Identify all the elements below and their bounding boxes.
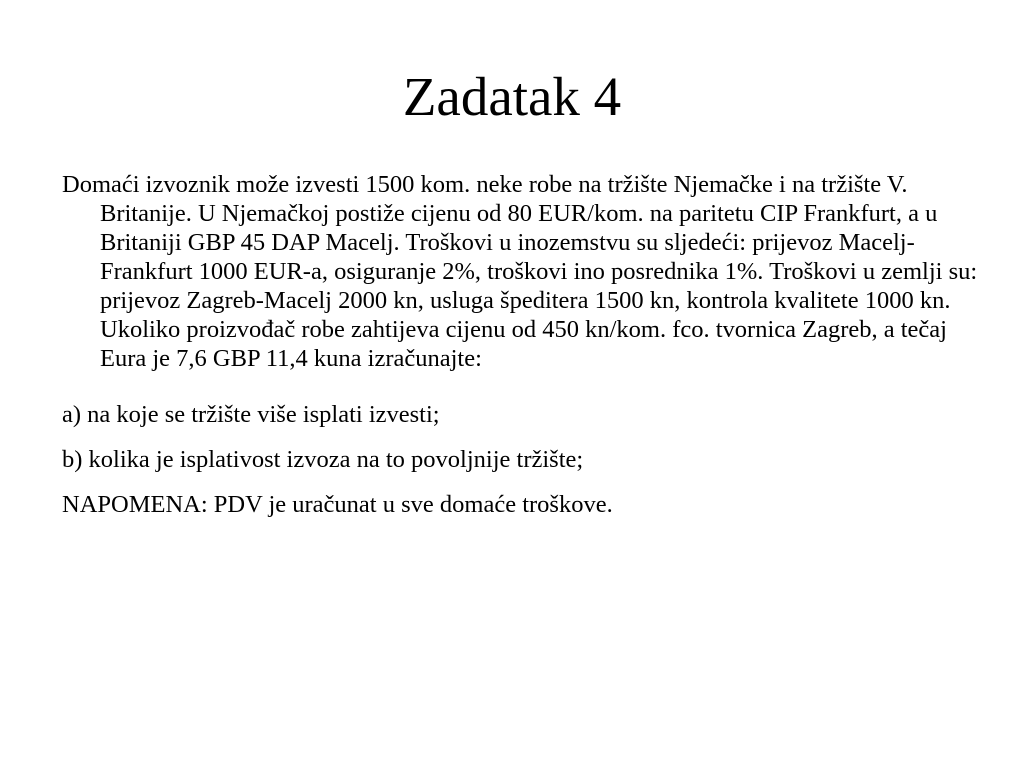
question-b: b) kolika je isplativost izvoza na to povoljnije tržište; [62,446,584,473]
question-a: a) na koje se tržište više isplati izvesti; [62,401,440,428]
slide-title: Zadatak 4 [402,66,622,127]
note: NAPOMENA: PDV je uračunat u sve domaće troškove. [62,491,613,518]
task-description: Domaći izvoznik može izvesti 1500 kom. neke robe na tržište Njemačke i na tržište V. Britanije. U Njemačkoj postiže cijenu od 80 EUR/kom. na paritetu CIP Frankfurt, a u Britaniji GBP 45 DAP Macelj. Troškovi u inozemstvu su sljedeći: prijevoz Macelj-Frankfurt 1000 EUR-a, osiguranje 2%, troškovi ino posrednika 1%. Troškovi u zemlji su: prijevoz Zagreb-Macelj 2000 kn, usluga špeditera 1500 kn, kontrola kvalitete 1000 kn. Ukoliko proizvođač robe zahtijeva cijenu od 450 kn/kom. fco. tvornica Zagreb, a tečaj Eura je 7,6 GBP 11,4 kuna izračunajte: [62,171,978,372]
slide-body [62,170,982,535]
